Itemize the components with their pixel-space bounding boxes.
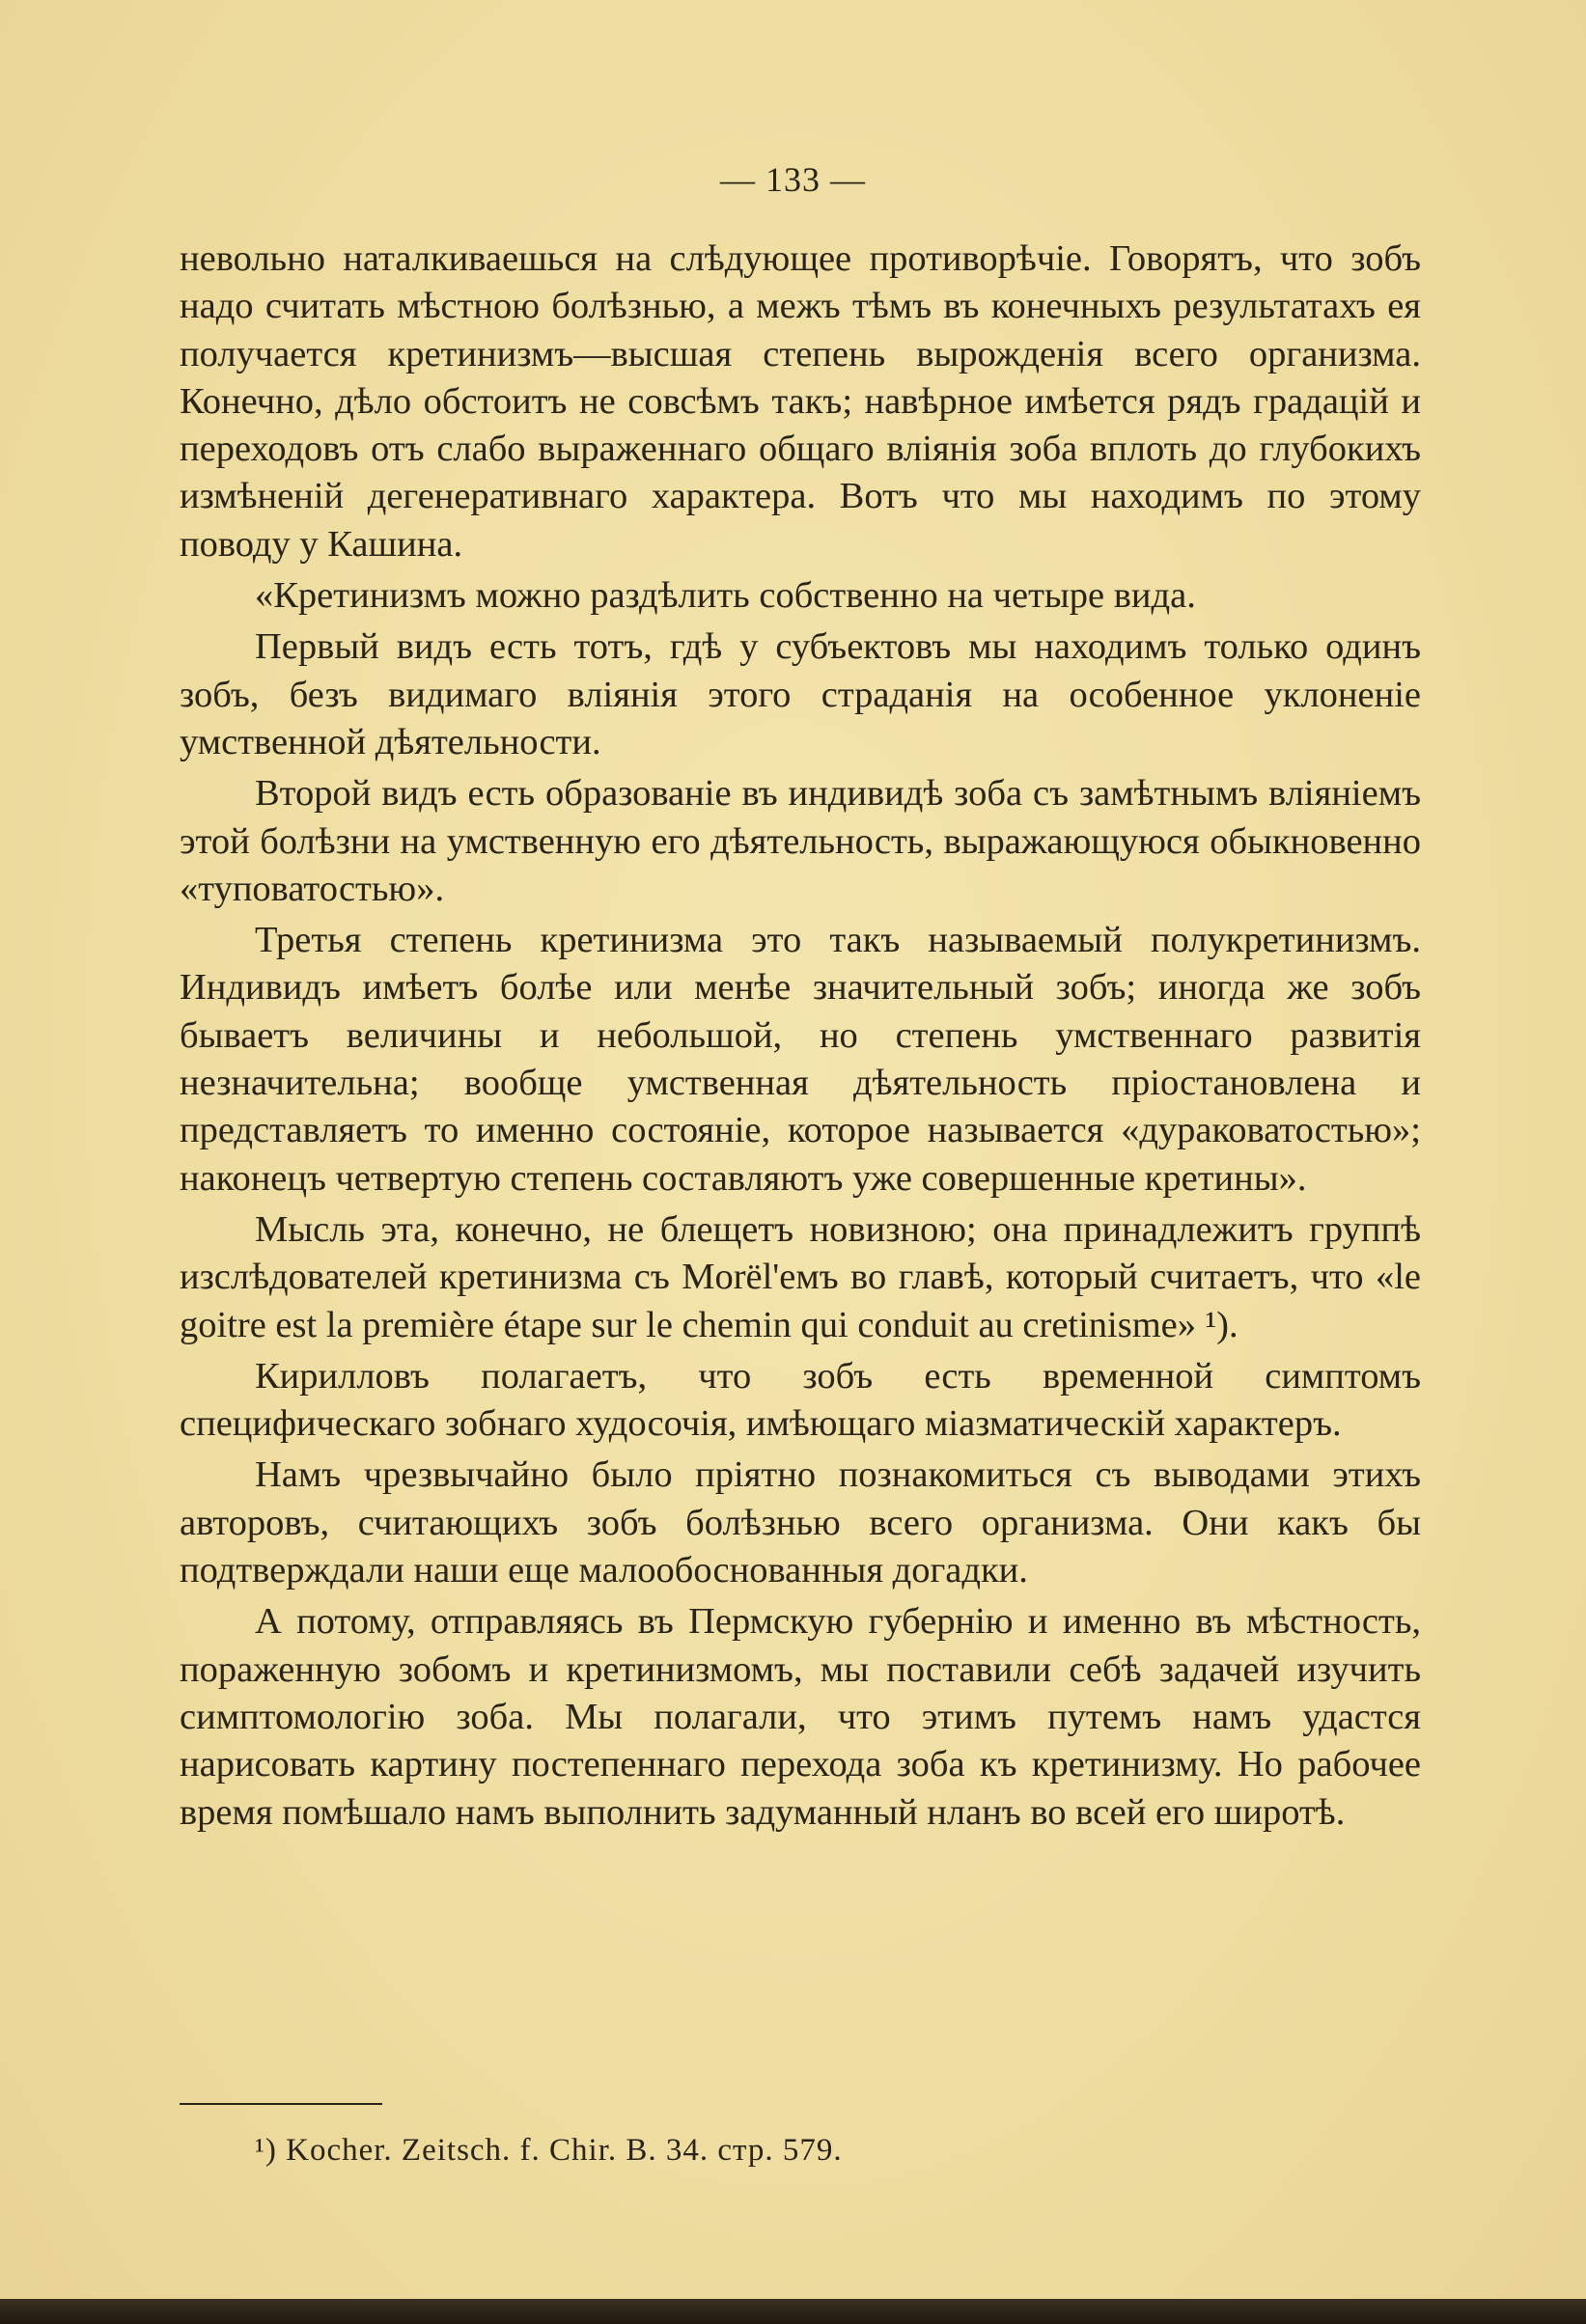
page-number: — 133 — (720, 160, 866, 199)
scan-bottom-edge (0, 2299, 1586, 2324)
paragraph-8: Намъ чрезвычайно было пріятно познакомиться съ выводами этихъ авторовъ, считающихъ зобъ болѣзнью всего организма. Они какъ бы подтверждали наши еще малообоснованныя догадки. (180, 1454, 1421, 1591)
paragraph-5: Третья степень кретинизма это такъ называемый полукретинизмъ. Индивидъ имѣетъ болѣе или менѣе значительный зобъ; иногда же зобъ бываетъ величины и небольшой, но степень умственнаго развитія незначительна; вообще умственная дѣятельность пріостановлена и представляетъ то именно состояніе, которое называется «дураковатостью»; наконецъ четвертую степень составляютъ уже совершенные кретины». (180, 920, 1421, 1199)
body-text (180, 235, 1421, 1840)
paragraph-2: «Кретинизмъ можно раздѣлить собственно на четыре вида. (255, 575, 1196, 617)
paragraph-6: Мысль эта, конечно, не блещетъ новизною; она принадлежитъ группѣ изслѣдователей кретинизма съ Morël'емъ во главѣ, который считаетъ, что «le goitre est la première étape sur le chemin qui conduit au cretinisme» ¹). (180, 1208, 1421, 1345)
paragraph-1: невольно наталкиваешься на слѣдующее противорѣчіе. Говорятъ, что зобъ надо считать мѣстною болѣзнью, а межъ тѣмъ въ конечныхъ результатахъ ея получается кретинизмъ—высшая степень вырожденія всего организма. Конечно, дѣло обстоитъ не совсѣмъ такъ; навѣрное имѣется рядъ градацій и переходовъ отъ слабо выраженнаго общаго вліянія зоба вплоть до глубокихъ измѣненій дегенеративнаго характера. Вотъ что мы находимъ по этому поводу у Кашина. (180, 238, 1421, 565)
footnote: ¹) Kocher. Zeitsch. f. Chir. B. 34. стр. 579. (255, 2133, 843, 2168)
paragraph-7: Кирилловъ полагаетъ, что зобъ есть временной симптомъ специфическаго зобнаго худосочія, имѣющаго міазматическій характеръ. (180, 1355, 1421, 1445)
paragraph-9: А потому, отправляясь въ Пермскую губернію и именно въ мѣстность, пораженную зобомъ и кретинизмомъ, мы поставили себѣ задачей изучить симптомологію зоба. Мы полагали, что этимъ путемъ намъ удастся нарисовать картину постепеннаго перехода зоба къ кретинизму. Но рабочее время помѣшало намъ выполнить задуманный нланъ во всей его широтѣ. (180, 1601, 1421, 1833)
paragraph-4: Второй видъ есть образованіе въ индивидѣ зоба съ замѣтнымъ вліяніемъ этой болѣзни на умственную его дѣятельность, выражающуюся обыкновенно «туповатостью». (180, 773, 1421, 909)
footnote-divider (180, 2103, 382, 2105)
paragraph-3: Первый видъ есть тотъ, гдѣ у субъектовъ мы находимъ только одинъ зобъ, безъ видимаго вліянія этого страданія на особенное уклоненіе умственной дѣятельности. (180, 626, 1421, 762)
